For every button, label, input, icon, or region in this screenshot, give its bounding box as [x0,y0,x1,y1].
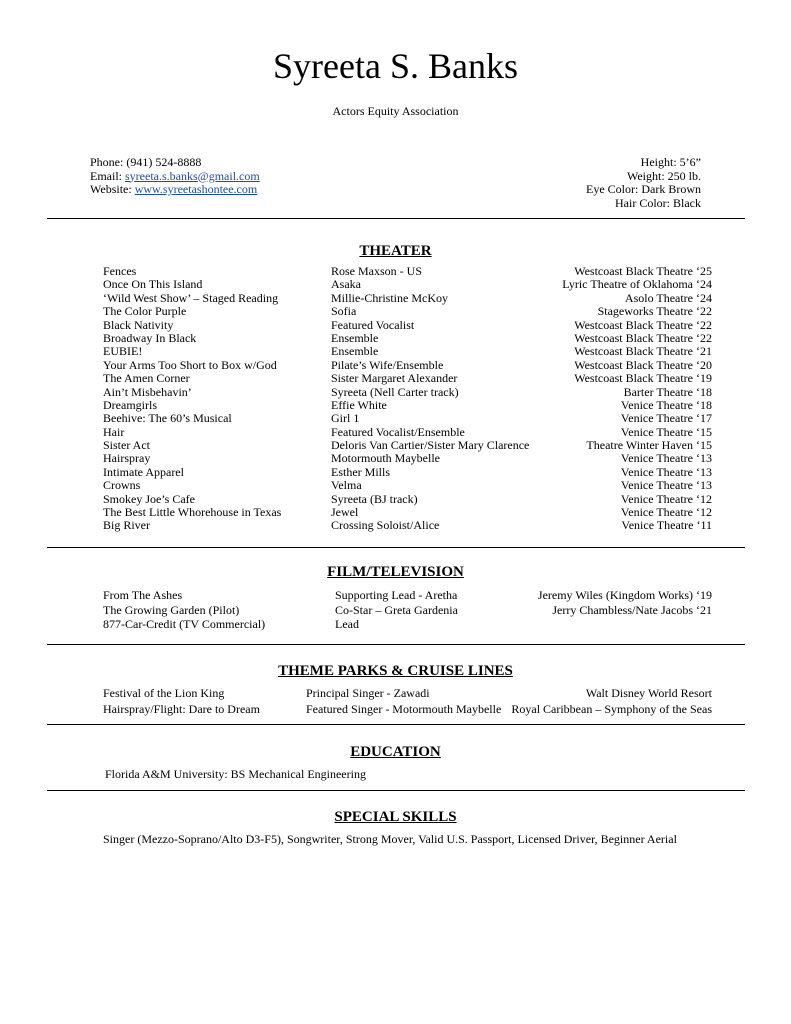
credit-role: Featured Vocalist/Ensemble [331,424,465,439]
credit-title: Fences [103,264,137,278]
website-label: Website: [90,182,132,197]
credit-row [103,332,712,345]
website-line [90,183,260,197]
credit-venue: Stageworks Theatre ‘22 [597,304,712,319]
credit-role: Syreeta (Nell Carter track) [331,384,459,399]
credit-role: Co-Star – Greta Gardenia [335,602,458,617]
credit-title: Big River [103,518,150,533]
credit-row [103,292,712,305]
credit-title: Hairspray/Flight: Dare to Dream [103,701,260,716]
credit-venue: Lyric Theatre of Oklahoma ‘24 [562,277,712,292]
credit-title: Festival of the Lion King [103,686,225,700]
credit-row [103,603,712,618]
credit-role: Lead [335,617,359,631]
credit-title: From The Ashes [103,588,183,602]
credit-title: Black Nativity [103,317,174,332]
union-affiliation: Actors Equity Association [332,104,459,118]
credit-role: Rose Maxson - US [331,264,423,278]
credit-title: Smokey Joe’s Cafe [103,491,195,506]
credit-title: Dreamgirls [103,397,157,412]
credit-row [103,466,712,479]
education-text: Florida A&M University: BS Mechanical Engineering [105,767,366,781]
credit-role: Asaka [331,277,361,292]
credit-role: Jewel [331,505,359,520]
credit-role: Millie-Christine McKoy [331,290,448,305]
credit-venue: Jeremy Wiles (Kingdom Works) ‘19 [537,588,712,602]
credit-venue: Walt Disney World Resort [585,686,712,700]
credit-venue: Venice Theatre ‘12 [620,491,712,506]
height-stat: Height: 5’6” [640,155,701,169]
theater-credits [103,265,712,533]
credit-venue: Asolo Theatre ‘24 [624,290,712,305]
website-link[interactable]: www.syreetashontee.com [134,182,258,197]
credit-venue: Barter Theatre ‘18 [623,384,712,399]
credit-role: Girl 1 [331,411,360,426]
credit-row [103,319,712,332]
credit-row [103,426,712,439]
divider [47,724,745,725]
credit-role: Supporting Lead - Aretha [335,588,458,602]
credit-venue: Westcoast Black Theatre ‘20 [574,357,712,372]
credit-row [103,702,712,718]
credit-venue: Venice Theatre ‘11 [621,518,712,533]
credit-row [103,359,712,372]
credit-title: Your Arms Too Short to Box w/God [103,357,277,372]
eye-color-stat: Eye Color: Dark Brown [586,182,701,197]
special-skills-text: Singer (Mezzo-Soprano/Alto D3-F5), Songwriter, Strong Mover, Valid U.S. Passport, Licensed Driver, Beginner Aerial [103,832,677,846]
film-heading: FILM/TELEVISION [327,564,464,580]
credit-venue: Venice Theatre ‘13 [620,464,712,479]
credit-row [103,439,712,452]
credit-venue: Theatre Winter Haven ‘15 [586,438,712,453]
credit-title: The Growing Garden (Pilot) [103,602,240,617]
theme-parks-heading: THEME PARKS & CRUISE LINES [278,663,513,679]
phone-number: (941) 524-8888 [126,155,202,169]
credit-title: Ain’t Misbehavin’ [103,384,192,399]
credit-title: The Best Little Whorehouse in Texas [103,505,282,520]
credit-role: Deloris Van Cartier/Sister Mary Clarence [331,438,530,453]
credit-venue: Westcoast Black Theatre ‘25 [574,264,712,278]
credit-title: Hairspray [103,451,151,466]
credit-role: Pilate’s Wife/Ensemble [331,357,444,372]
credit-title: Broadway In Black [103,330,197,345]
credit-title: 877-Car-Credit (TV Commercial) [103,617,266,631]
credit-row [103,278,712,291]
credit-venue: Westcoast Black Theatre ‘21 [574,344,712,359]
credit-title: Beehive: The 60’s Musical [103,411,232,426]
credit-venue: Venice Theatre ‘12 [620,505,712,520]
email-link[interactable]: syreeta.s.banks@gmail.com [125,168,260,183]
credit-venue: Westcoast Black Theatre ‘22 [574,330,712,345]
divider [47,218,745,219]
credit-row [103,617,712,632]
credit-role: Motormouth Maybelle [331,451,440,466]
credit-title: Sister Act [103,438,150,453]
phone-line [90,156,260,170]
divider [47,547,745,548]
special-skills-heading: SPECIAL SKILLS [334,809,457,825]
credit-row [103,305,712,318]
email-label: Email: [90,168,122,183]
credit-title: ‘Wild West Show’ – Staged Reading [103,290,279,305]
credit-title: The Color Purple [103,304,187,319]
weight-stat: Weight: 250 lb. [626,168,701,183]
credit-role: Ensemble [331,344,379,359]
credit-venue: Royal Caribbean – Symphony of the Seas [511,701,712,716]
credit-role: Principal Singer - Zawadi [306,686,430,700]
credit-row [103,588,712,603]
credit-role: Featured Vocalist [331,317,415,332]
credit-title: EUBIE! [103,344,143,359]
credit-role: Featured Singer - Motormouth Maybelle [306,701,502,716]
email-line [90,170,260,184]
credit-venue: Venice Theatre ‘13 [620,451,712,466]
credit-title: Crowns [103,478,141,493]
physical-stats [586,156,701,210]
film-credits [103,588,712,632]
credit-venue: Westcoast Black Theatre ‘22 [574,317,712,332]
credit-role: Velma [331,478,362,493]
credit-venue: Venice Theatre ‘18 [620,397,712,412]
credit-row [103,265,712,278]
credit-role: Sofia [331,304,357,319]
credit-row [103,386,712,399]
credit-role: Ensemble [331,330,379,345]
contact-info [90,156,260,197]
credit-role: Crossing Soloist/Alice [331,518,440,533]
credit-row [103,479,712,492]
credit-title: Intimate Apparel [103,464,184,479]
credit-title: Hair [103,424,125,439]
credit-role: Sister Margaret Alexander [331,371,458,386]
credit-row [103,345,712,358]
credit-row [103,686,712,702]
credit-title: Once On This Island [103,277,203,292]
divider [47,790,745,791]
credit-row [103,399,712,412]
credit-venue: Westcoast Black Theatre ‘19 [574,371,712,386]
credit-row [103,412,712,425]
theater-heading: THEATER [359,243,432,259]
credit-venue: Venice Theatre ‘15 [620,424,712,439]
credit-row [103,506,712,519]
phone-label: Phone: [90,155,124,169]
credit-row [103,452,712,465]
hair-color-stat: Hair Color: Black [615,195,701,210]
credit-venue: Venice Theatre ‘17 [620,411,712,426]
theme-park-credits [103,686,712,717]
divider [47,644,745,645]
credit-role: Effie White [331,397,387,412]
credit-row [103,519,712,532]
credit-row [103,493,712,506]
credit-venue: Venice Theatre ‘13 [620,478,712,493]
education-heading: EDUCATION [350,744,441,760]
credit-role: Syreeta (BJ track) [331,491,418,506]
credit-row [103,372,712,385]
credit-role: Esther Mills [331,464,390,479]
credit-venue: Jerry Chambless/Nate Jacobs ‘21 [552,602,712,617]
actor-name: Syreeta S. Banks [273,46,518,86]
credit-title: The Amen Corner [103,371,190,386]
